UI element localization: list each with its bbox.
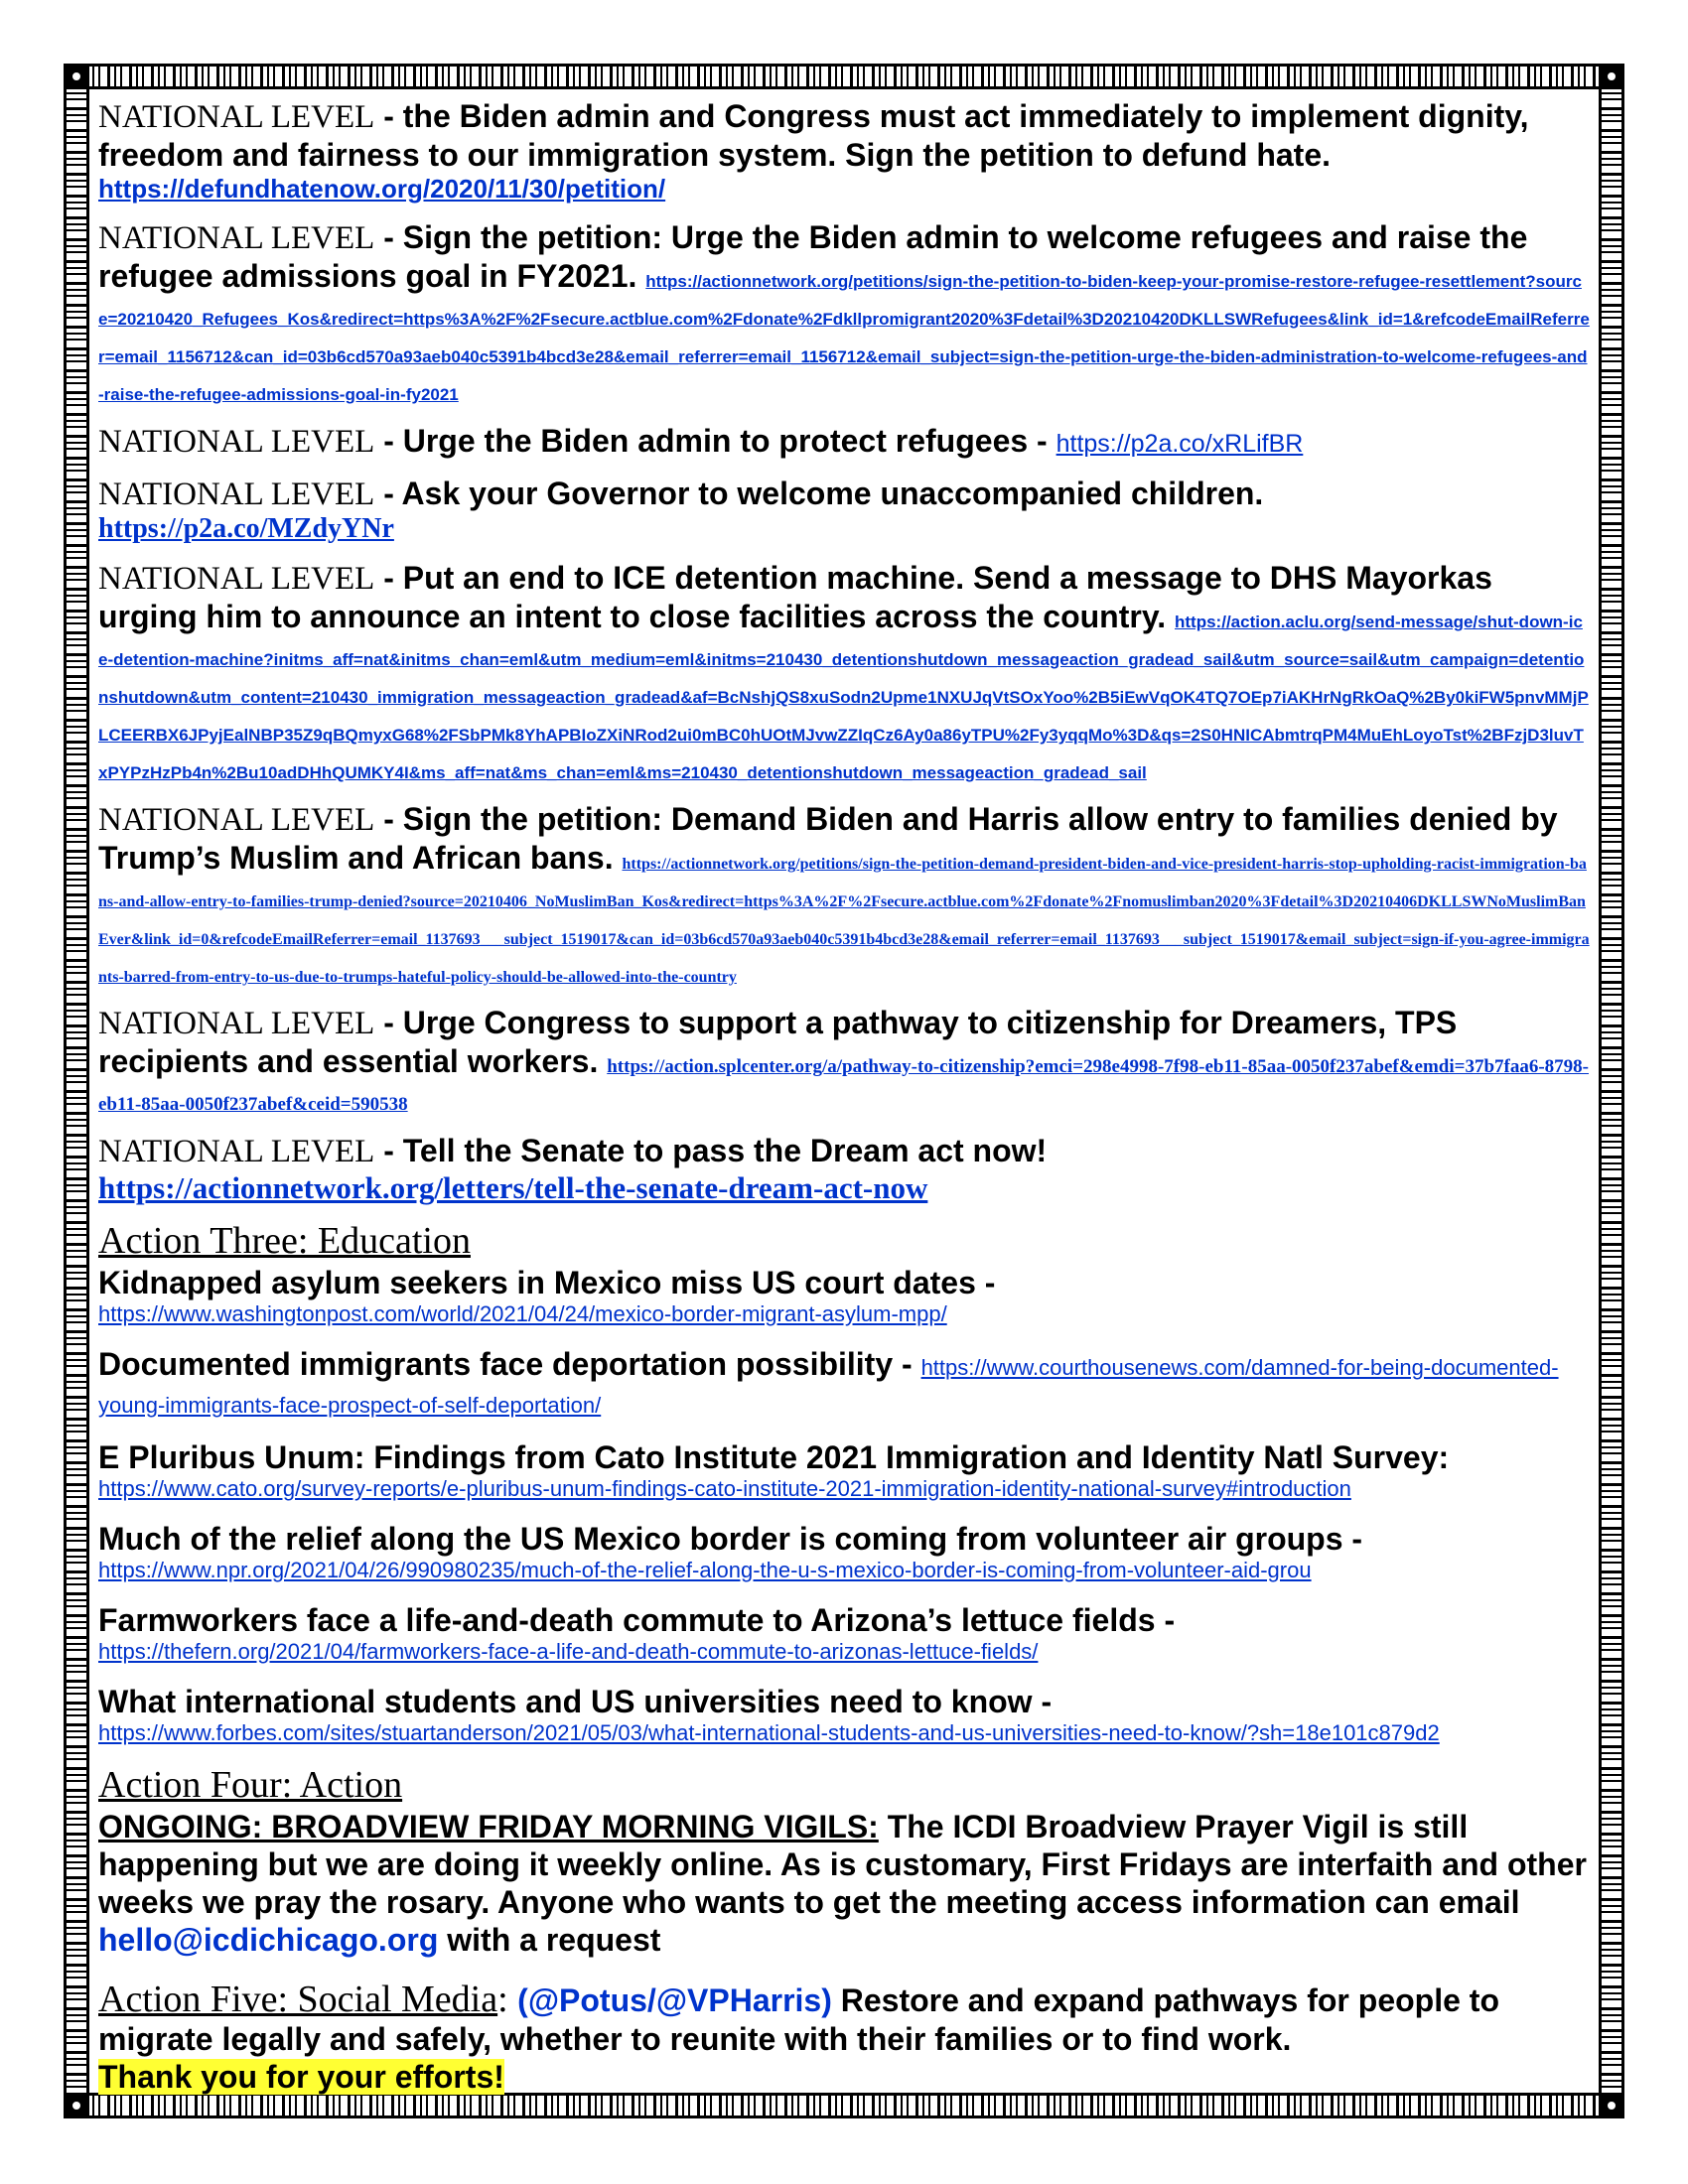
item-text: NATIONAL LEVEL - Urge Congress to support a pathway to citizenship for Dreamers, TPS recipients and essential workers. https://action.splcenter.org/a/pathway-to-citizenship?emci=298e4998-7f98-eb11-85aa-0050f237abef&emdi=37b7faa6-8798-eb11-85aa-0050f237abef&ceid=590538 — [98, 1005, 1590, 1115]
article-link[interactable]: https://www.washingtonpost.com/world/2021/04/24/mexico-border-migrant-asylum-mpp/ — [98, 1301, 947, 1326]
education-item-text: Farmworkers face a life-and-death commute to Arizona’s lettuce fields - — [98, 1602, 1176, 1638]
national-action-item — [98, 422, 1590, 461]
item-text: NATIONAL LEVEL - Sign the petition: Urge the Biden admin to welcome refugees and raise the refugee admissions goal in FY2021. https://actionnetwork.org/petitions/sign-the-petition-to-biden-keep-your-promise-restore-refugee-resettlement?source=20210420_Refugees_Kos&redirect=https%3A%2F%2Fsecure.actblue.com%2Fdonate%2Fdkllpromigrant2020%3Fdetail%3D20210420DKLLSWRefugees&link_id=1&refcodeEmailReferrer=email_1156712&can_id=03b6cd570a93aeb040c5391b4bcd3e28&email_referrer=email_1156712&email_subject=sign-the-petition-urge-the-biden-administration-to-welcome-refugees-and-raise-the-refugee-admissions-goal-in-fy2021 — [98, 219, 1590, 404]
article-link[interactable]: https://www.npr.org/2021/04/26/990980235/much-of-the-relief-along-the-u-s-mexico-border-is-coming-from-volunteer-aid-grou — [98, 1558, 1312, 1582]
education-item-text: Documented immigrants face deportation possibility - https://www.courthousenews.com/damned-for-being-documented-young-immigrants-face-prospect-of-self-deportation/ — [98, 1346, 1559, 1418]
item-lead: NATIONAL LEVEL — [98, 424, 375, 460]
item-lead: NATIONAL LEVEL — [98, 802, 375, 838]
education-item-text: E Pluribus Unum: Findings from Cato Institute 2021 Immigration and Identity Natl Survey: — [98, 1439, 1450, 1475]
item-text: NATIONAL LEVEL - the Biden admin and Congress must act immediately to implement dignity, freedom and fairness to our immigration system. Sign the petition to defund hate. — [98, 98, 1529, 173]
education-item — [98, 1520, 1590, 1583]
item-lead: NATIONAL LEVEL — [98, 1134, 375, 1169]
education-item-text: Much of the relief along the US Mexico border is coming from volunteer air groups - — [98, 1521, 1363, 1557]
education-item — [98, 1345, 1590, 1421]
petition-link[interactable]: https://p2a.co/MZdyYNr — [98, 513, 394, 544]
item-lead: NATIONAL LEVEL — [98, 477, 375, 512]
border-bottom — [64, 2093, 1624, 2118]
petition-link[interactable]: https://action.aclu.org/send-message/shut-down-ice-detention-machine?initms_aff=nat&initms_chan=eml&utm_medium=eml&initms=210430_detentionshutdown_messageaction_gradead_sail&utm_source=sail&utm_campaign=detentionshutdown&utm_content=210430_immigration_messageaction_gradead&af=BcNshjQS8xuSodn2Upme1NXUJqVtSOxYoo%2B5iEwVqOK4TQ7OEp7iAKHrNgRkOaQ%2By0kiFW5pnvMMjPLCEERBX6JPyjEalNBP35Z9qBQmyxG68%2FSbPMk8YhAPBIoZXiNRod2ui0mBC0hUOtMJvwZZIqCz6Ay0a86yTPU%2Fy3yqqMo%3D&qs=2S0HNICAbmtrqPM4MuEhLoyoTst%2BFzjD3luvTxPYPzHzPb4n%2Bu10adDHhQUMKY4I&ms_aff=nat&ms_chan=eml&ms=210430_detentionshutdown_messageaction_gradead_sail — [98, 613, 1589, 782]
thanks-line — [98, 2058, 1590, 2096]
section-heading-education: Action Three: Education — [98, 1220, 471, 1262]
thanks-highlight: Thank you for your efforts! — [98, 2059, 504, 2095]
vigil-paragraph: ONGOING: BROADVIEW FRIDAY MORNING VIGILS: The ICDI Broadview Prayer Vigil is still happening but we are doing it weekly online. As is customary, First Fridays are interfaith and other weeks we pray the rosary. Anyone who wants to get the meeting access information can email hello@icdichicago.org with a request — [98, 1809, 1587, 1958]
article-link[interactable]: https://www.courthousenews.com/damned-for-being-documented-young-immigrants-face-prospect-of-self-deportation/ — [98, 1355, 1559, 1418]
item-lead: NATIONAL LEVEL — [98, 1006, 375, 1041]
national-action-item — [98, 800, 1590, 990]
article-link[interactable]: https://www.forbes.com/sites/stuartanderson/2021/05/03/what-international-students-and-us-universities-need-to-know/?sh=18e101c879d2 — [98, 1720, 1440, 1745]
petition-link[interactable]: https://p2a.co/xRLifBR — [1055, 430, 1304, 458]
national-action-item — [98, 475, 1590, 545]
national-action-item — [98, 218, 1590, 408]
email-link[interactable]: hello@icdichicago.org — [98, 1922, 439, 1958]
article-link[interactable]: https://thefern.org/2021/04/farmworkers-face-a-life-and-death-commute-to-arizonas-lettuce-fields/ — [98, 1639, 1039, 1664]
border-corner-ornament — [64, 2093, 89, 2118]
education-item-text: What international students and US universities need to know - — [98, 1684, 1053, 1719]
national-action-item — [98, 1004, 1590, 1118]
newsletter-body — [98, 97, 1590, 2095]
border-corner-ornament — [1599, 64, 1624, 89]
item-text: NATIONAL LEVEL - Put an end to ICE detention machine. Send a message to DHS Mayorkas urging him to announce an intent to close facilities across the country. https://action.aclu.org/send-message/shut-down-ice-detention-machine?initms_aff=nat&initms_chan=eml&utm_medium=eml&initms=210430_detentionshutdown_messageaction_gradead_sail&utm_source=sail&utm_campaign=detentionshutdown&utm_content=210430_immigration_messageaction_gradead&af=BcNshjQS8xuSodn2Upme1NXUJqVtSOxYoo%2B5iEwVqOK4TQ7OEp7iAKHrNgRkOaQ%2By0kiFW5pnvMMjPLCEERBX6JPyjEalNBP35Z9qBQmyxG68%2FSbPMk8YhAPBIoZXiNRod2ui0mBC0hUOtMJvwZZIqCz6Ay0a86yTPU%2Fy3yqqMo%3D&qs=2S0HNICAbmtrqPM4MuEhLoyoTst%2BFzjD3luvTxPYPzHzPb4n%2Bu10adDHhQUMKY4I&ms_aff=nat&ms_chan=eml&ms=210430_detentionshutdown_messageaction_gradead_sail — [98, 560, 1589, 782]
section-heading-social-media: Action Five: Social Media — [98, 1979, 498, 2020]
petition-link[interactable]: https://actionnetwork.org/petitions/sign-the-petition-to-biden-keep-your-promise-restore-refugee-resettlement?source=20210420_Refugees_Kos&redirect=https%3A%2F%2Fsecure.actblue.com%2Fdonate%2Fdkllpromigrant2020%3Fdetail%3D20210420DKLLSWRefugees&link_id=1&refcodeEmailReferrer=email_1156712&can_id=03b6cd570a93aeb040c5391b4bcd3e28&email_referrer=email_1156712&email_subject=sign-the-petition-urge-the-biden-administration-to-welcome-refugees-and-raise-the-refugee-admissions-goal-in-fy2021 — [98, 272, 1590, 404]
section-heading-action: Action Four: Action — [98, 1764, 403, 1806]
item-lead: NATIONAL LEVEL — [98, 99, 375, 135]
border-right — [1599, 64, 1624, 2118]
petition-link[interactable]: https://defundhatenow.org/2020/11/30/petition/ — [98, 174, 666, 204]
item-text: NATIONAL LEVEL - Ask your Governor to welcome unaccompanied children. — [98, 476, 1264, 512]
article-link[interactable]: https://www.cato.org/survey-reports/e-pluribus-unum-findings-cato-institute-2021-immigration-identity-national-survey#introduction — [98, 1476, 1351, 1501]
education-item — [98, 1683, 1590, 1746]
border-corner-ornament — [1599, 2093, 1624, 2118]
item-lead: NATIONAL LEVEL — [98, 220, 375, 256]
border-corner-ornament — [64, 64, 89, 89]
item-text: NATIONAL LEVEL - Sign the petition: Demand Biden and Harris allow entry to families denied by Trump’s Muslim and African bans. https://actionnetwork.org/petitions/sign-the-petition-demand-president-biden-and-vice-president-harris-stop-upholding-racist-immigration-bans-and-allow-entry-to-families-trump-denied?source=20210406_NoMuslimBan_Kos&redirect=https%3A%2F%2Fsecure.actblue.com%2Fdonate%2Fnomuslimban2020%3Fdetail%3D20210406DKLLSWNoMuslimBanEver&link_id=0&refcodeEmailReferrer=email_1137693___subject_1519017&can_id=03b6cd570a93aeb040c5391b4bcd3e28&email_referrer=email_1137693___subject_1519017&email_subject=sign-if-you-agree-immigrants-barred-from-entry-to-us-due-to-trumps-hateful-policy-should-be-allowed-into-the-country — [98, 801, 1590, 986]
education-item — [98, 1438, 1590, 1502]
border-left — [64, 64, 89, 2118]
social-handles: (@Potus/@VPHarris) — [517, 1982, 832, 2018]
social-media-paragraph: Action Five: Social Media: (@Potus/@VPHarris) Restore and expand pathways for people to migrate legally and safely, whether to reunite with their families or to find work. — [98, 1979, 1499, 2057]
border-top — [64, 64, 1624, 89]
petition-link[interactable]: https://actionnetwork.org/petitions/sign-the-petition-demand-president-biden-and-vice-president-harris-stop-upholding-racist-immigration-bans-and-allow-entry-to-families-trump-denied?source=20210406_NoMuslimBan_Kos&redirect=https%3A%2F%2Fsecure.actblue.com%2Fdonate%2Fnomuslimban2020%3Fdetail%3D20210406DKLLSWNoMuslimBanEver&link_id=0&refcodeEmailReferrer=email_1137693___subject_1519017&can_id=03b6cd570a93aeb040c5391b4bcd3e28&email_referrer=email_1137693___subject_1519017&email_subject=sign-if-you-agree-immigrants-barred-from-entry-to-us-due-to-trumps-hateful-policy-should-be-allowed-into-the-country — [98, 856, 1590, 986]
education-item — [98, 1601, 1590, 1665]
national-action-item — [98, 1132, 1590, 1206]
petition-link[interactable]: https://action.splcenter.org/a/pathway-to-citizenship?emci=298e4998-7f98-eb11-85aa-0050f237abef&emdi=37b7faa6-8798-eb11-85aa-0050f237abef&ceid=590538 — [98, 1056, 1590, 1115]
education-item — [98, 1264, 1590, 1327]
petition-link[interactable]: https://actionnetwork.org/letters/tell-the-senate-dream-act-now — [98, 1170, 928, 1205]
item-lead: NATIONAL LEVEL — [98, 561, 375, 597]
education-item-text: Kidnapped asylum seekers in Mexico miss US court dates - — [98, 1265, 996, 1300]
national-action-item — [98, 559, 1590, 786]
vigil-label: ONGOING: BROADVIEW FRIDAY MORNING VIGILS: — [98, 1809, 879, 1844]
item-text: NATIONAL LEVEL - Tell the Senate to pass the Dream act now! — [98, 1133, 1048, 1169]
item-text: NATIONAL LEVEL - Urge the Biden admin to protect refugees - https://p2a.co/xRLifBR — [98, 423, 1304, 460]
national-action-item — [98, 97, 1590, 205]
